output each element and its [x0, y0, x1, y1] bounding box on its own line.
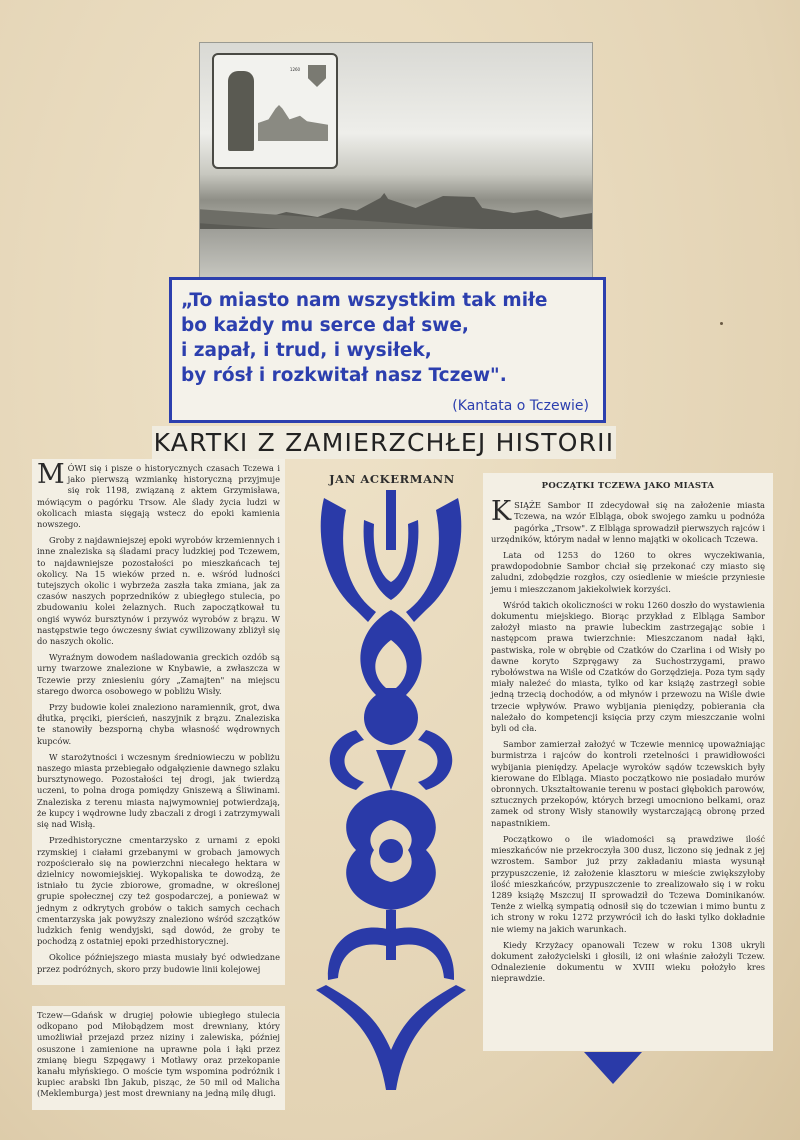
paragraph: MÓWI się i pisze o historycznych czasach Tczewa i jako pierwszą wzmiankę historyczną przyjmuje się rok 1198, związaną z aktem Grzymisława, mówiącym o pagórku Trsow. Ale ślady życia ludzi w okolicach miasta sięgają wstecz do epoki kamienia nowszego.	[37, 459, 280, 530]
paragraph: Sambor zamierzał założyć w Tczewie mennicę upoważniając burmistrza i rajców do kontroli rzetelności i prawidłowości wybijania pieniędzy. Apelacje wyroków sądów tczewskich były kierowane do Elbląga. Miasto początkowo nie posiadało murów obronnych. Ukształtowanie terenu w postaci głębokich parowów, sztucznych przekopów, których brzegi umocniono belkami, oraz zamek od strony Wisły stanowiły wystarczającą obronę przed napastnikiem.	[491, 739, 766, 828]
paragraph: KSIĄŻE Sambor II zdecydował się na założenie miasta Tczewa, na wzór Elbląga, obok swojego zamku u podnóża pagórka „Trsow". Z Elbląga sprowadził pierwszych rajców i urzędników, którym nadał w lenno majątki w okolicach Tczewa.	[491, 496, 765, 544]
triangle-ornament	[584, 1052, 642, 1084]
knight-figure	[228, 71, 254, 151]
river-water	[200, 229, 592, 281]
left-article	[32, 459, 285, 985]
town-photograph	[199, 42, 593, 282]
quote-line: i zapał, i trud, i wysiłek,	[181, 340, 432, 361]
paragraph: Wśród takich okoliczności w roku 1260 doszło do wystawienia dokumentu miejskiego. Biorąc przykład z Elbląga Sambor założył miasto na prawie lubeckim zastrzegając sobie i następcom prawa twierzchnie: Mieszczanom nadał łąki, pastwiska, role w obrębie od Czatków do Czarlina i od Wisły po dawne koryto Szpręgawy za Suchostrzygami, prawo rybołówstwa na Wiśle od Czatków do Gorzędzieja. Poza tym sądy miały należeć do miasta, tylko od kar książę zastrzegł sobie jedną trzecią dochodów, a od młynów i przewozu na Wiśle dwie trzecie wpływów. Prawo wybijania pieniędzy, pobierania cła należało do kompetencji księcia przy czym mieszczanie wolni byli od cła.	[491, 599, 765, 734]
left-article-continued	[32, 1006, 285, 1110]
quote-line: bo każdy mu serce dał swe,	[181, 315, 469, 336]
folk-paper-cutout	[316, 490, 466, 1090]
paragraph: Przedhistoryczne cmentarzysko z urnami z epoki rzymskiej i ciałami grzebanymi w grobach jamowych rozpościerało się na powierzchni niecałego hektara w dzielnicy nowomiejskiej. Wykopaliska te dowodzą, że istniało tu życie zbiorowe, gromadne, w określonej grupie społecznej czy też gospodarczej, a ponieważ w jednym z odkrytych grobów o takich samych cechach cmentarzyska jak powyższy znaleziono wśród szczątków ludzkich fenig wendyjski, sąd dowód, że groby te pochodzą z ostatniej epoki przedhistorycznej.	[37, 835, 280, 947]
article-title: POCZĄTKI TCZEWA JAKO MIASTA	[541, 481, 715, 491]
shield-icon	[308, 65, 326, 87]
paragraph: Tczew—Gdańsk w drugiej połowie ubiegłego stulecia odkopano pod Miłobądzem most drewniany, który umożliwiał przejazd przez niziny i zalewiska, później osuszone i zamienione na uprawne pola i łąki przez zmianę biegu Szpęgawy i Motławy oraz przekopanie kanału młyńskiego. O moście tym wspomina podróżnik i kupiec arabski Ibn Jakub, pisząc, że 50 mil od Malicha (Meklemburga) jest most drewniany na jedną milę długi.	[37, 1010, 280, 1099]
speck	[720, 322, 723, 325]
vignette-year: 1260	[289, 67, 301, 72]
quote-source: (Kantata o Tczewie)	[452, 398, 589, 414]
paragraph: Wyraźnym dowodem naśladowania greckich ozdób są urny twarzowe znalezione w Knybawie, a zwłaszcza w Tczewie przy zniesieniu góry „Zamajten" na miejscu starego dworca osobowego w pobliżu Wisły.	[37, 652, 280, 696]
paragraph: Przy budowie kolei znaleziono naramiennik, grot, dwa dłutka, pręciki, pierścień, naszyjnik z brązu. Znaleziska te stanowiły bezsporną chyba własność wędrownych kupców.	[37, 702, 280, 746]
paragraph: Lata od 1253 do 1260 to okres wyczekiwania, prawdopodobnie Sambor chciał się przekonać czy miasto się zaludni, zdobędzie rozgłos, czy osiedlenie w mieście przyniesie jemu i mieszczanom jakiekolwiek korzyści.	[491, 550, 765, 594]
headline: KARTKI Z ZAMIERZCHŁEJ HISTORII	[153, 428, 615, 457]
author-byline: JAN ACKERMANN	[329, 472, 455, 486]
coat-of-arms-vignette	[212, 53, 338, 169]
dropcap: K	[491, 496, 512, 528]
paragraph: Okolice późniejszego miasta musiały być odwiedzane przez podróżnych, skoro przy budowie linii kolejowej	[37, 952, 280, 974]
quote-line: „To miasto nam wszystkim tak miłe	[181, 290, 548, 311]
vignette-city	[258, 105, 328, 141]
paragraph: Kiedy Krzyżacy opanowali Tczew w roku 1308 ukryli dokument założycielski i głosili, iż oni właśnie założyli Tczew. Odnalezienie dokumentu w XVIII wieku położyło kres nieprawdzie.	[491, 939, 765, 984]
dropcap: M	[37, 459, 65, 490]
quote-line: by rósł i rozkwitał nasz Tczew".	[181, 365, 507, 386]
paragraph: Groby z najdawniejszej epoki wyrobów krzemiennych i inne znaleziska są śladami pracy ludzkiej pod Tczewem, to najdawniejsze pozostałości po mieszkańcach tej okolicy. Na 15 wieków przed n. e. wśród ludności tutejszych okolic i wybrzeża zaszła taka zmiana, jak za czasów naszych poprzedników z ubiegłego stulecia, po zbudowaniu kolei żelaznych. Ruch zapoczątkował tu ongiś wywóz bursztynów i przywóz wyrobów z brązu. W następstwie tego ówczesny świat cywilizowany zbliżył się do naszych okolic.	[37, 535, 280, 647]
paragraph: W starożytności i wczesnym średniowieczu w pobliżu naszego miasta przebiegało odgałęzienie dawnego szlaku bursztynowego. Pozostałości tej drogi, jak twierdzą uczeni, to polna droga pomiędzy Gniszewą a Śliwinami. Znaleziska z terenu miasta najwymowniej potwierdzają, że kupcy i wędrowne ludy zbaczali z drogi i zatrzymywali się nad Wisłą.	[37, 751, 280, 830]
right-article	[483, 473, 773, 1051]
quote-box	[169, 277, 606, 423]
paragraph: Początkowo o ile wiadomości są prawdziwe ilość mieszkańców nie przekroczyła 300 dusz, liczono się jednak z jej wzrostem. Sambor już przy zakładaniu miasta wysunął przypuszczenie, iż założenie klasztoru w mieście zwiększyłoby ilość mieszkańców, przypuszczenie to zrealizowało się i w roku 1289 książę Mszczuj II sprowadził do Tczewa Dominikanów. Tenże z wielką sympatią odnosił się do tczewian i mimo buntu z ich strony w roku 1272 przywrócił ich do łaski tylko dokładnie nie wiemy na jakich warunkach.	[491, 833, 765, 934]
